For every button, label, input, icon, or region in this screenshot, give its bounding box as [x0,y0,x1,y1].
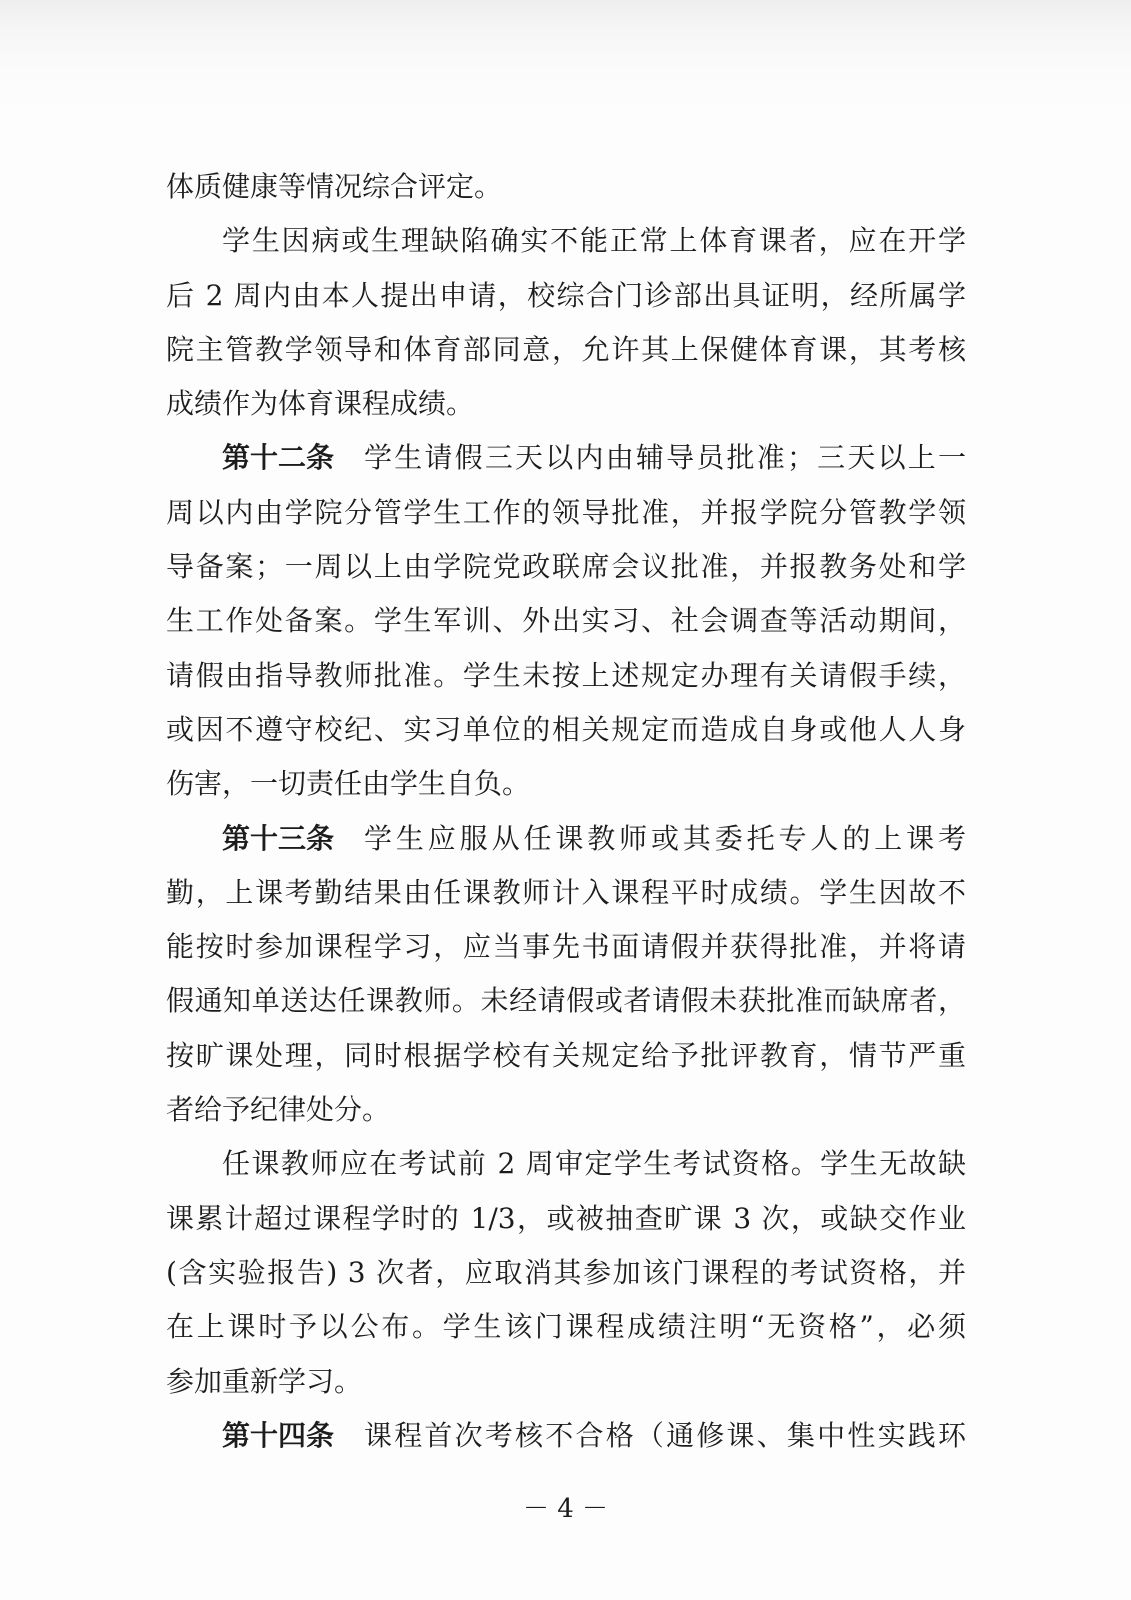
line-text: 参加重新学习。 [166,1364,363,1398]
text-line [166,757,966,811]
line-text: 导备案；一周以上由学院党政联席会议批准，并报教务处和学 [166,550,966,584]
line-text: 课累计超过课程学时的 1/3，或被抽查旷课 3 次，或缺交作业 [166,1201,966,1235]
text-line [222,431,966,485]
line-text: 伤害，一切责任由学生自负。 [166,767,531,801]
text-line [166,649,966,703]
line-text: 体质健康等情况综合评定。 [166,170,503,203]
text-line [166,1355,966,1409]
text-line [166,920,966,974]
text-line [166,974,966,1028]
text-line [222,1409,966,1463]
line-text: 生工作处备案。学生军训、外出实习、社会调查等活动期间， [166,604,966,638]
text-line [166,540,966,594]
line-text: 任课教师应在考试前 2 周审定学生考试资格。学生无故缺 [222,1147,966,1181]
text-line [166,269,966,323]
line-text: 者给予纪律处分。 [166,1093,391,1127]
text-line [166,703,966,757]
text-line [166,1029,966,1083]
scan-shadow [0,0,1131,120]
text-line [222,812,966,866]
line-text: 假通知单送达任课教师。未经请假或者请假未获批准而缺席者， [166,984,966,1018]
text-line [166,486,966,540]
text-line [166,1300,966,1354]
text-line [222,1137,966,1191]
line-text: 后 2 周内由本人提出申请，校综合门诊部出具证明，经所属学 [166,278,966,312]
text-line [166,323,966,377]
line-text: 学生应服从任课教师或其委托专人的上课考 [364,821,966,855]
body-text [166,160,966,1463]
text-line [166,1246,966,1300]
line-text: 或因不遵守校纪、实习单位的相关规定而造成自身或他人人身 [166,712,966,746]
page-number: － 4 － [522,1494,609,1524]
line-text: 院主管教学领导和体育部同意，允许其上保健体育课，其考核 [166,332,966,366]
line-text: 学生请假三天以内由辅导员批准；三天以上一 [364,441,966,475]
article-heading: 第十四条 [222,1418,335,1452]
text-line [166,1083,966,1137]
line-text: 课程首次考核不合格（通修课、集中性实践环 [364,1418,966,1452]
line-text: (含实验报告) 3 次者，应取消其参加该门课程的考试资格，并 [166,1255,966,1289]
line-text: 周以内由学院分管学生工作的领导批准，并报学院分管教学领 [166,495,966,529]
line-text: 能按时参加课程学习，应当事先书面请假并获得批准，并将请 [166,930,966,964]
line-text: 请假由指导教师批准。学生未按上述规定办理有关请假手续， [166,658,966,692]
text-line [222,214,966,268]
text-line [166,594,966,648]
article-heading: 第十三条 [222,821,335,855]
line-text: 在上课时予以公布。学生该门课程成绩注明“无资格”，必须 [166,1310,966,1344]
line-text: 学生因病或生理缺陷确实不能正常上体育课者，应在开学 [222,224,966,258]
line-text: 按旷课处理，同时根据学校有关规定给予批评教育，情节严重 [166,1038,966,1072]
line-text: 成绩作为体育课程成绩。 [166,387,475,421]
text-line [166,160,966,214]
article-heading: 第十二条 [222,441,335,475]
text-line [166,377,966,431]
text-line [166,1192,966,1246]
line-text: 勤，上课考勤结果由任课教师计入课程平时成绩。学生因故不 [166,875,966,909]
text-line [166,866,966,920]
